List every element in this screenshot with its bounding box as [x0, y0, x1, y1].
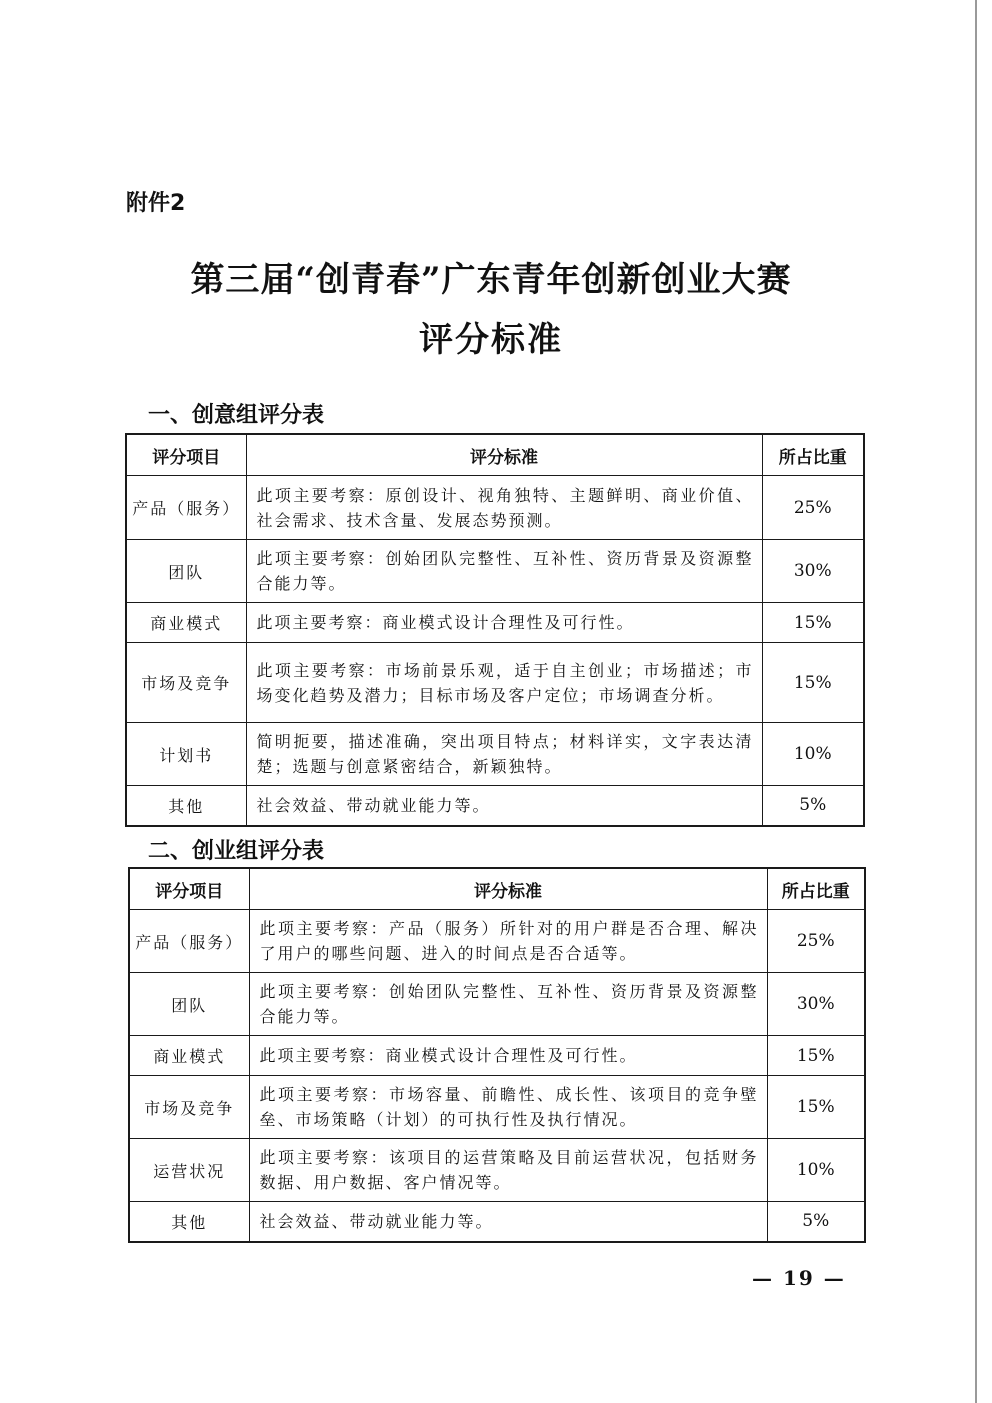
row-criteria: 此项主要考察：创始团队完整性、互补性、资历背景及资源整合能力等。	[249, 973, 767, 1036]
row-criteria: 此项主要考察：产品（服务）所针对的用户群是否合理、解决了用户的哪些问题、进入的时间点是否合适等。	[249, 910, 767, 973]
row-weight: 30%	[767, 973, 865, 1036]
column-header-criteria: 评分标准	[249, 868, 767, 910]
row-weight: 15%	[762, 643, 864, 723]
column-header-weight: 所占比重	[767, 868, 865, 910]
row-item: 其他	[129, 1202, 249, 1242]
section-heading-creative: 一、创意组评分表	[148, 403, 325, 428]
table-header-row	[129, 868, 865, 910]
row-criteria: 社会效益、带动就业能力等。	[246, 786, 762, 826]
column-header-item: 评分项目	[129, 868, 249, 910]
table-row	[126, 786, 864, 826]
row-weight: 10%	[767, 1139, 865, 1202]
table-row	[129, 1139, 865, 1202]
page-number: — 19 —	[752, 1266, 846, 1290]
table-header-row	[126, 434, 864, 476]
row-weight: 25%	[762, 476, 864, 540]
row-weight: 5%	[767, 1202, 865, 1242]
row-item: 市场及竞争	[129, 1076, 249, 1139]
column-header-weight: 所占比重	[762, 434, 864, 476]
table-row	[126, 476, 864, 540]
table-row	[126, 723, 864, 786]
row-criteria: 此项主要考察：创始团队完整性、互补性、资历背景及资源整合能力等。	[246, 540, 762, 603]
row-criteria: 此项主要考察：市场容量、前瞻性、成长性、该项目的竞争壁垒、市场策略（计划）的可执行性及执行情况。	[249, 1076, 767, 1139]
row-item: 运营状况	[129, 1139, 249, 1202]
row-criteria: 此项主要考察：该项目的运营策略及目前运营状况，包括财务数据、用户数据、客户情况等。	[249, 1139, 767, 1202]
row-weight: 15%	[767, 1076, 865, 1139]
row-criteria: 简明扼要，描述准确，突出项目特点；材料详实，文字表达清楚；选题与创意紧密结合，新颖独特。	[246, 723, 762, 786]
row-weight: 10%	[762, 723, 864, 786]
row-item: 商业模式	[126, 603, 246, 643]
table-row	[129, 973, 865, 1036]
table-row	[129, 910, 865, 973]
row-item: 商业模式	[129, 1036, 249, 1076]
row-weight: 5%	[762, 786, 864, 826]
row-criteria: 此项主要考察：商业模式设计合理性及可行性。	[246, 603, 762, 643]
column-header-criteria: 评分标准	[246, 434, 762, 476]
document-subtitle: 评分标准	[419, 320, 563, 360]
row-item: 产品（服务）	[129, 910, 249, 973]
table-row	[129, 1036, 865, 1076]
table-row	[126, 603, 864, 643]
row-criteria: 此项主要考察：市场前景乐观，适于自主创业；市场描述；市场变化趋势及潜力；目标市场及客户定位；市场调查分析。	[246, 643, 762, 723]
section-heading-startup: 二、创业组评分表	[148, 839, 325, 864]
row-weight: 30%	[762, 540, 864, 603]
row-weight: 25%	[767, 910, 865, 973]
document-title: 第三届“创青春”广东青年创新创业大赛	[190, 260, 792, 300]
table-row	[126, 540, 864, 603]
attachment-label: 附件2	[126, 191, 186, 216]
row-weight: 15%	[767, 1036, 865, 1076]
row-item: 产品（服务）	[126, 476, 246, 540]
row-weight: 15%	[762, 603, 864, 643]
column-header-item: 评分项目	[126, 434, 246, 476]
row-item: 其他	[126, 786, 246, 826]
startup-scoring-table	[128, 867, 866, 1243]
table-row	[129, 1076, 865, 1139]
row-item: 团队	[129, 973, 249, 1036]
row-criteria: 社会效益、带动就业能力等。	[249, 1202, 767, 1242]
row-item: 计划书	[126, 723, 246, 786]
page-edge-line	[975, 0, 977, 1403]
row-item: 市场及竞争	[126, 643, 246, 723]
row-criteria: 此项主要考察：商业模式设计合理性及可行性。	[249, 1036, 767, 1076]
creative-scoring-table	[125, 433, 865, 827]
row-criteria: 此项主要考察：原创设计、视角独特、主题鲜明、商业价值、社会需求、技术含量、发展态势预测。	[246, 476, 762, 540]
table-row	[126, 643, 864, 723]
row-item: 团队	[126, 540, 246, 603]
table-row	[129, 1202, 865, 1242]
